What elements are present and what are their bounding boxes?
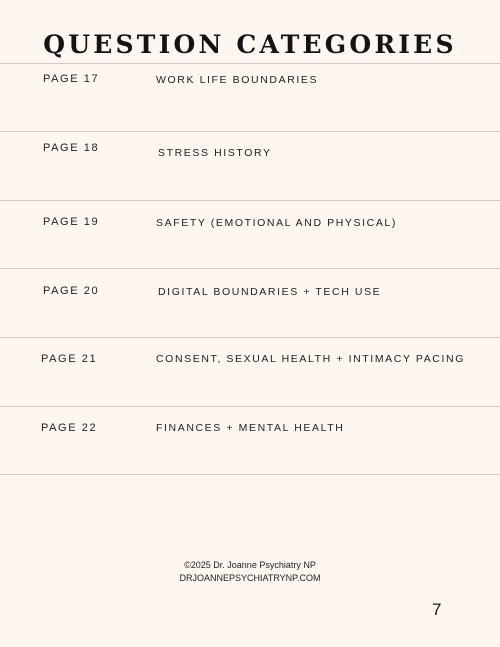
row-topic-label: CONSENT, SEXUAL HEALTH + INTIMACY PACING bbox=[156, 353, 465, 365]
row-topic-label: FINANCES + MENTAL HEALTH bbox=[156, 422, 345, 434]
page-number: 7 bbox=[432, 600, 442, 619]
row-page-label: PAGE 17 bbox=[43, 73, 100, 85]
row-page-label: PAGE 21 bbox=[41, 353, 98, 365]
row-page-label: PAGE 22 bbox=[41, 422, 98, 434]
divider bbox=[0, 200, 500, 201]
row-topic-label: STRESS HISTORY bbox=[158, 147, 272, 159]
row-topic-label: DIGITAL BOUNDARIES + TECH USE bbox=[158, 286, 382, 298]
page-title: QUESTION CATEGORIES bbox=[43, 30, 457, 59]
divider bbox=[0, 406, 500, 407]
row-topic-label: WORK LIFE BOUNDARIES bbox=[156, 74, 319, 86]
divider bbox=[0, 474, 500, 475]
row-page-label: PAGE 19 bbox=[43, 216, 100, 228]
row-page-label: PAGE 18 bbox=[43, 142, 100, 154]
divider bbox=[0, 63, 500, 64]
divider bbox=[0, 131, 500, 132]
footer-copyright: ©2025 Dr. Joanne Psychiatry NP bbox=[184, 560, 316, 570]
footer-website: DRJOANNEPSYCHIATRYNP.COM bbox=[179, 573, 321, 583]
row-page-label: PAGE 20 bbox=[43, 285, 100, 297]
divider bbox=[0, 268, 500, 269]
row-topic-label: SAFETY (EMOTIONAL AND PHYSICAL) bbox=[156, 217, 397, 229]
divider bbox=[0, 337, 500, 338]
